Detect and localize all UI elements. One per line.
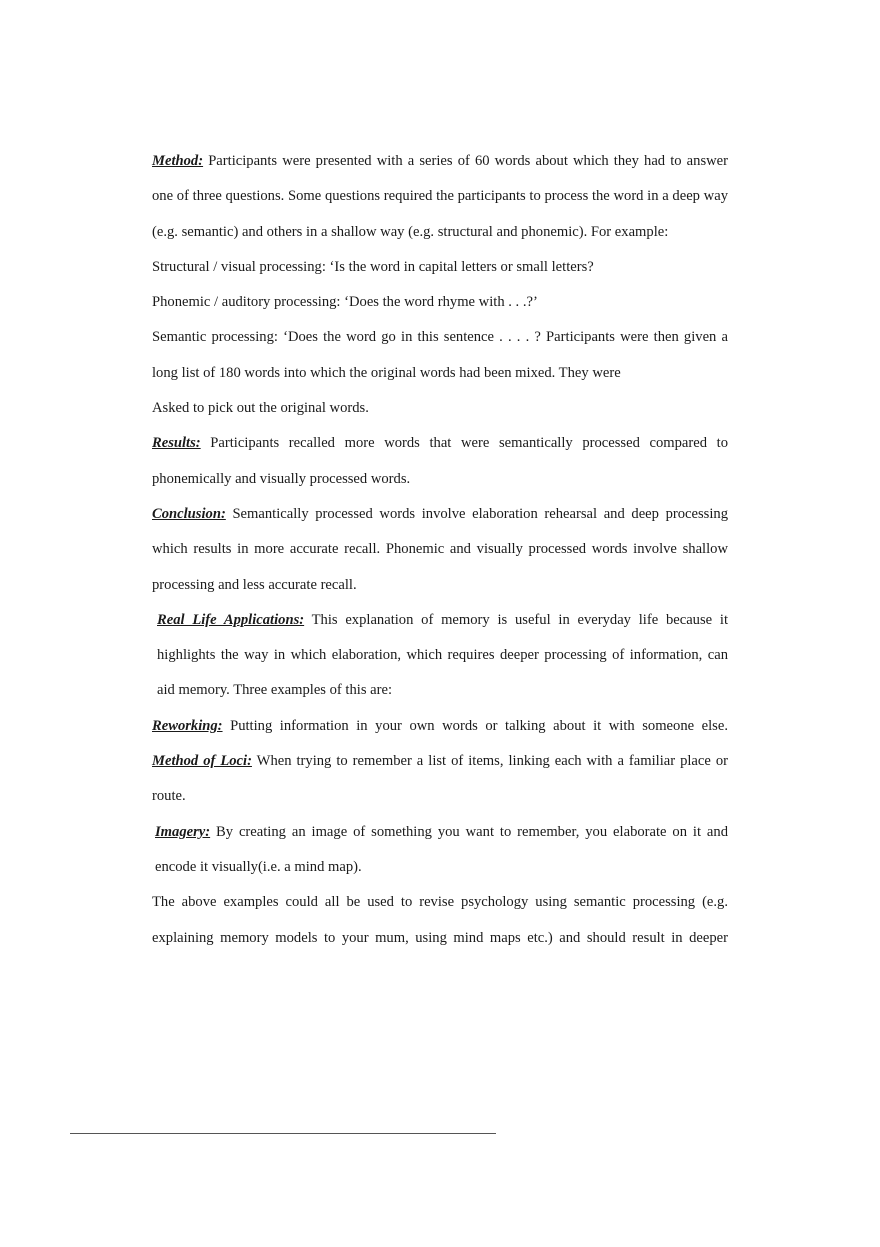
imagery-heading: Imagery:: [155, 823, 211, 840]
method-heading: Method:: [152, 153, 204, 169]
real-life-paragraph: [152, 603, 728, 709]
document-body: [152, 144, 728, 956]
method-paragraph: [152, 144, 728, 250]
results-paragraph: [152, 426, 728, 497]
method-of-loci-heading: Method of Loci:: [152, 753, 252, 770]
reworking-paragraph: [152, 709, 728, 744]
method-text: Participants were presented with a series of 60 words about which they had to answer one of three questions. Some questions required the participants to process the word in a deep way (e.g. semantic) and others in a shallow way (e.g. structural and phonemic). For example:: [152, 153, 728, 240]
conclusion-text: Semantically processed words involve elaboration rehearsal and deep processing which results in more accurate recall. Phonemic and visually processed words involve shallow processing and less accurate recall.: [152, 505, 728, 593]
method-of-loci-text: When trying to remember a list of items, linking each with a familiar place or route.: [152, 753, 728, 805]
results-heading: Results:: [152, 435, 201, 452]
imagery-text: By creating an image of something you want to remember, you elaborate on it and encode it visually(i.e. a mind map).: [155, 823, 728, 875]
imagery-paragraph: [152, 815, 728, 886]
semantic-processing-paragraph: Semantic processing: ‘Does the word go in this sentence . . . . ? Participants were then given a long list of 180 words into which the original words had been mixed. They were: [152, 329, 728, 381]
footnote-divider: [70, 1133, 496, 1134]
asked-line: Asked to pick out the original words.: [152, 400, 369, 417]
conclusion-heading: Conclusion:: [152, 505, 226, 522]
above-examples-paragraph: The above examples could all be used to revise psychology using semantic processing (e.g. explaining memory models to your mum, using mind maps etc.) and should result in deeper: [152, 894, 728, 946]
real-life-heading: Real Life Applications:: [157, 611, 305, 628]
real-life-text: This explanation of memory is useful in everyday life because it highlights the way in which elaboration, which requires deeper processing of information, can aid memory. Three examples of this are:: [157, 611, 728, 699]
method-of-loci-paragraph: [152, 744, 728, 815]
reworking-text: Putting information in your own words or talking about it with someone else.: [222, 717, 728, 734]
results-text: Participants recalled more words that were semantically processed compared to phonemically and visually processed words.: [152, 435, 728, 487]
phonemic-processing-line: Phonemic / auditory processing: ‘Does the word rhyme with . . .?’: [152, 294, 538, 311]
conclusion-paragraph: [152, 497, 728, 603]
structural-processing-line: Structural / visual processing: ‘Is the word in capital letters or small letters?: [152, 258, 594, 275]
reworking-heading: Reworking:: [152, 717, 223, 734]
